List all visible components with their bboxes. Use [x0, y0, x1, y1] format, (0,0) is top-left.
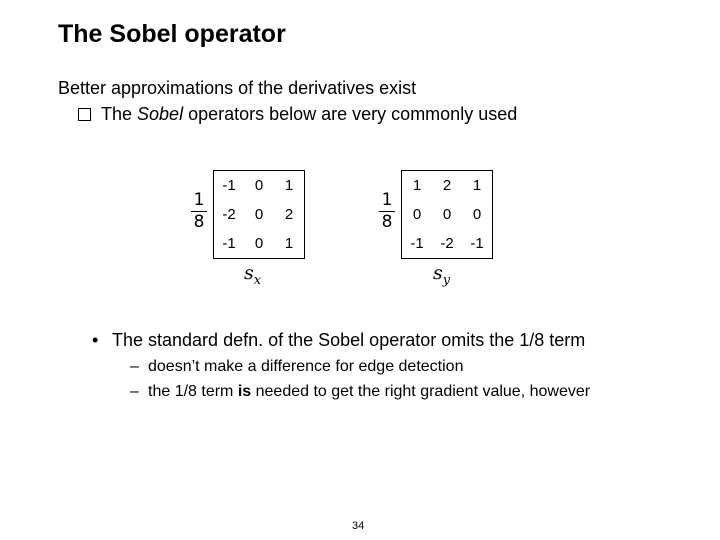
kernel-y-label	[433, 262, 450, 288]
kernel-cell: 0	[244, 171, 274, 201]
page-number: 34	[352, 520, 365, 532]
kernel-x-coefficient	[191, 191, 207, 232]
bullet-suffix: operators below are very commonly used	[183, 104, 518, 124]
kernel-cell: 0	[442, 206, 452, 223]
kernel-x-coef-numerator: 1	[193, 190, 205, 210]
note-sub2-bold: is	[237, 383, 252, 400]
kernel-x-label	[244, 262, 261, 288]
kernel-cell: -2	[432, 229, 462, 259]
kernel-cell: -1	[214, 229, 245, 259]
note-sub1-text: doesn’t make a difference for edge detection	[148, 358, 464, 375]
kernel-y-coef-numerator: 1	[381, 190, 393, 210]
bullet-dot-icon: •	[92, 330, 99, 350]
kernel-cell: 2	[274, 200, 305, 229]
kernel-x-coef-denominator: 8	[193, 212, 205, 232]
kernel-cell: 0	[402, 200, 433, 229]
label-base: s	[433, 262, 443, 284]
bullet-prefix: The	[101, 104, 138, 124]
label-subscript: x	[253, 272, 262, 288]
dash-bullet-icon: –	[130, 358, 139, 375]
kernel-cell: 0	[462, 200, 493, 229]
sobel-bullet-line	[78, 104, 517, 125]
note-bullet	[92, 330, 585, 351]
note-sub2	[130, 383, 590, 401]
kernel-cell: 1	[462, 171, 493, 201]
kernel-x-matrix	[213, 170, 305, 259]
kernel-y-coef-denominator: 8	[381, 212, 393, 232]
bullet-italic-word: Sobel	[137, 104, 184, 124]
kernel-cell: -1	[214, 171, 245, 201]
kernel-y-coefficient	[379, 191, 395, 232]
note-sub2-post: needed to get the right gradient value, however	[251, 383, 591, 400]
note-bullet-text: The standard defn. of the Sobel operator omits the 1/8 term	[112, 330, 586, 350]
intro-line: Better approximations of the derivatives exist	[58, 78, 417, 98]
kernel-cell: 1	[274, 229, 305, 259]
kernel-cell: -2	[214, 200, 245, 229]
kernel-cell: 0	[254, 206, 264, 223]
checkbox-bullet-icon	[78, 108, 91, 121]
label-subscript: y	[442, 272, 451, 288]
dash-bullet-icon: –	[130, 383, 139, 400]
kernel-cell: 1	[274, 171, 305, 201]
kernel-cell: 2	[432, 171, 462, 201]
kernel-cell: -1	[462, 229, 493, 259]
kernel-y-matrix	[401, 170, 493, 259]
kernel-cell: 1	[402, 171, 433, 201]
note-sub1	[130, 358, 463, 376]
kernel-cell: 0	[244, 229, 274, 259]
note-sub2-pre: the 1/8 term	[148, 383, 238, 400]
slide-title: The Sobel operator	[58, 20, 286, 48]
label-base: s	[244, 262, 254, 284]
kernel-cell: -1	[402, 229, 433, 259]
